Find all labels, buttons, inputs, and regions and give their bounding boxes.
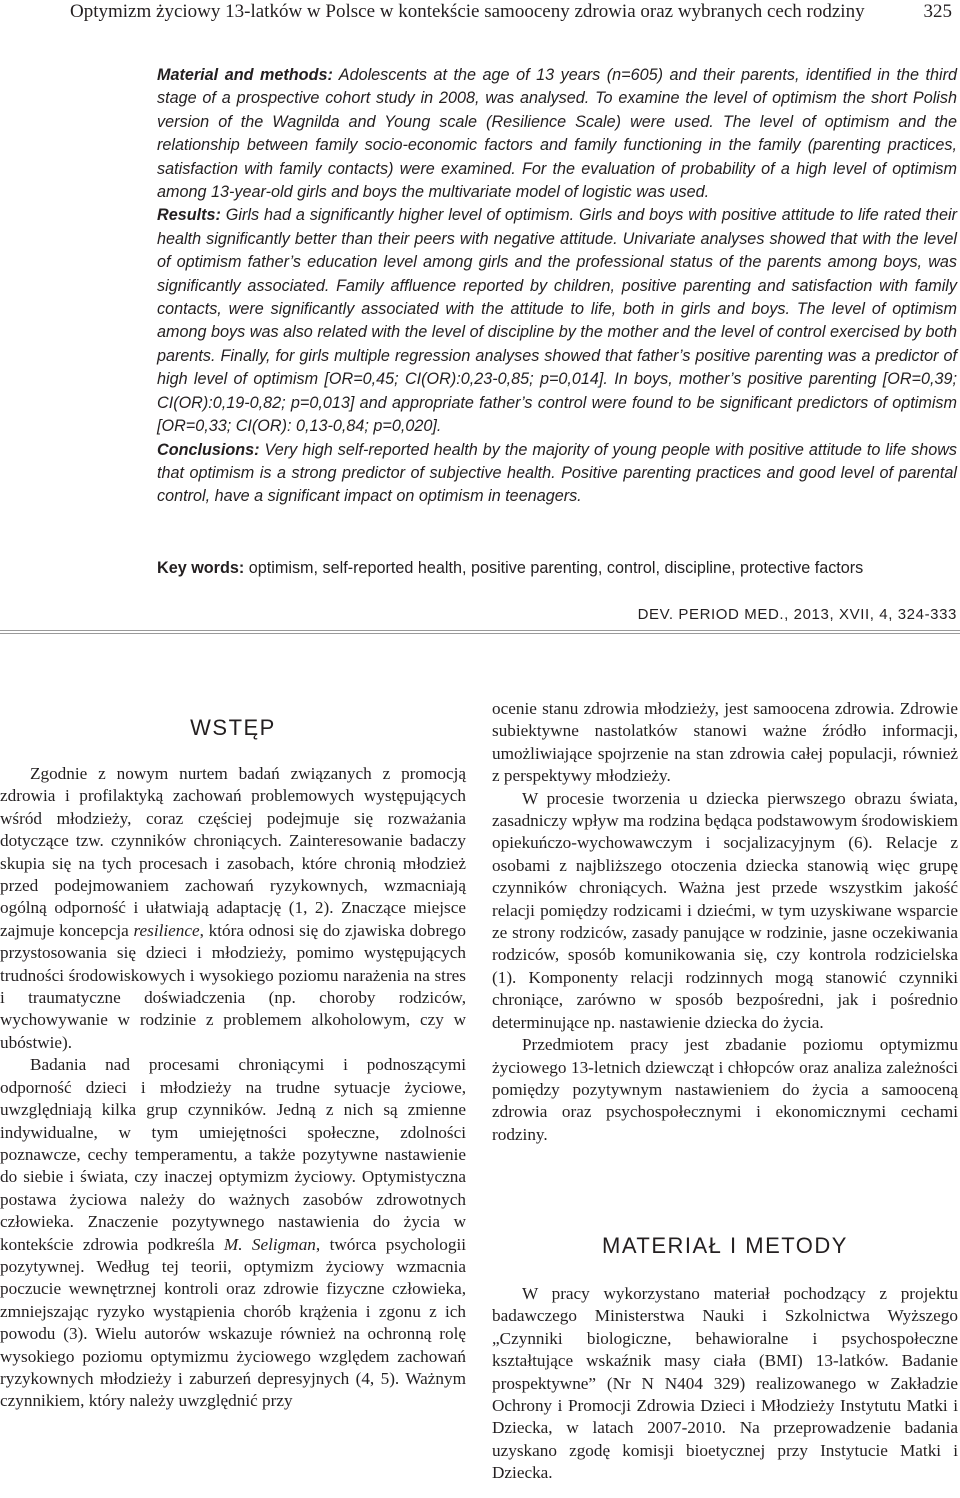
keywords-label: Key words: [157,559,245,577]
page-number: 325 [923,1,952,22]
italic-term: resilience [133,920,200,940]
section-heading-wstep: WSTĘP [190,715,276,740]
conclusions-text: Very high self-reported health by the majority of young people with positive attitude to life shows that optimism is a strong predictor of subjective health. Positive parenting practices and good level of parental control, have a significant impact on optimism in teenagers. [157,440,957,506]
conclusions-label: Conclusions: [157,440,260,459]
running-title: Optymizm życiowy 13-latków w Polsce w kontekście samooceny zdrowia oraz wybranych cech rodziny [70,1,865,22]
page-header [0,0,960,34]
body-paragraph: ocenie stanu zdrowia młodzieży, jest samoocena zdrowia. Zdrowie subiektywne nastolatków stanowi ważne źródło informacji, umożliwiające spojrzenie na stan zdrowia całej populacji, również z perspektywy młodzieży. [492,699,958,786]
body-paragraph [0,1054,466,1413]
body-paragraph: W pracy wykorzystano materiał pochodzący z projektu badawczego Ministerstwa Nauki i Szkolnictwa Wyższego „Czynniki biologiczne, behawioralne i psychospołeczne kształtujące wskaźnik masy ciała (BMI) 13-latków. Badanie prospektywne” (Nr N N404 329) realizowanego w Zakładzie Ochrony i Promocji Zdrowia Dzieci i Młodzieży Instytutu Matki i Dziecka, w latach 2007-2010. Na przeprowadzenie badania uzyskano zgodę komisji bioetycznej przy Instytucie Matki i Dziecka. [492,1284,958,1483]
abstract [157,64,957,509]
right-column [492,698,958,1146]
body-paragraph: Przedmiotem pracy jest zbadanie poziomu optymizmu życiowego 13-letnich dziewcząt i chłopców oraz analiza zależności pomiędzy pozytywnym nastawieniem do życia a samooceną zdrowia oraz psychospołecznymi i ekonomicznymi cechami rodziny. [492,1035,958,1144]
divider [0,630,960,634]
methods-label: Material and methods: [157,66,333,84]
citation: DEV. PERIOD MED., 2013, XVII, 4, 324‑333 [637,606,957,623]
results-text: Girls had a significantly higher level of optimism. Girls and boys with positive attitude to life rated their health significantly better than their peers with negative attitude. Univariate analyses showed that with the level of optimism father’s education level among girls and the professional status of the parents among boys, was significantly associated. Family affluence reported by children, positive parenting and satisfaction with family contacts, were significantly associated with the attitude to life, both in girls and boys. The level of optimism among boys was also related with the level of discipline by the mother and the level of control exercised by both parents. Finally, for girls multiple regression analyses showed that father’s positive parenting was a predictor of high level of optimism [OR=0,45; CI(OR):0,23-0,85; p=0,014]. In boys, mother’s positive parenting [OR=0,39; CI(OR):0,19-0,82; p=0,013] and appropriate father’s control were found to be significant predictors of optimism [OR=0,33; CI(OR): 0,13-0,84; p=0,020]. [157,206,957,436]
body-paragraph [0,763,466,1054]
keywords-text: optimism, self-reported health, positive parenting, control, discipline, protective factors [244,559,864,577]
paragraph-text: , twórca psychologii pozytywnej. Według tej teorii, optymizm życiowy wzmacnia poczucie wewnętrznej kontroli oraz zdrowie fizyczne człowieka, zmniejszając ryzyko wystąpienia chorób krążenia i zgonu z ich powodu (3). Wielu autorów wskazuje również na ochronną rolę wysokiego poziomu optymizmu życiowego względem zachowań ryzykownych młodzieży i zaburzeń depresyjnych (4, 5). Ważnym czynnikiem, który należy uwzględnić przy [0,1234,466,1411]
right-column-lower [492,1283,958,1485]
keywords [157,557,957,580]
abstract-paragraph [157,64,957,509]
results-label: Results: [157,206,221,225]
italic-term: M. Seligman [223,1234,316,1254]
section-heading-material: MATERIAŁ I METODY [602,1233,848,1258]
left-column [0,763,466,1413]
paragraph-text: Badania nad procesami chroniącymi i podnoszącymi odporność dzieci i młodzieży na trudne sytuacje życiowe, uwzględniają kilka grup czynników. Jedną z nich są zmienne indywidualne, w tym umiejętności społeczne, zdolności poznawcze, cechy temperamentu, a także pozytywne nastawienie do siebie i świata, czy inaczej optymizm życiowy. Optymistyczna postawa życiowa należy do ważnych zasobów zdrowotnych człowieka. Znaczenie pozytywnego nastawienia do życia w kontekście zdrowia podkreśla [0,1055,466,1254]
body-paragraph: W procesie tworzenia u dziecka pierwszego obrazu świata, zasadniczy wpływ ma rodzina będąca podstawowym środowiskiem opiekuńczo-wychowawczym i socjalizacyjnym (6). Relacje z osobami z najbliższego otoczenia dziecka stanowią więc grupę czynników chroniących. Ważna jest przede wszystkim jakość relacji pomiędzy rodzicami i dziećmi, w tym uzyskiwane wsparcie ze strony rodziców, zasady panujące w rodzinie, jasne oczekiwania rodziców, sposób komunikowania się, czy kontrola rodzicielska (1). Komponenty relacji rodzinnych mogą stanowić czynniki chroniące, zarówno w sposób bezpośredni, jak i pośrednio determinujące np. nastawienie dziecka do życia. [492,788,958,1032]
paragraph-text: Zgodnie z nowym nurtem badań związanych z promocją zdrowia i profilaktyką zachowań problemowych występujących wśród młodzieży, coraz częściej podejmuje się rozważania dotyczące tzw. czynników chroniących. Zainteresowanie badaczy skupia się na tych procesach i zasobach, które chronią młodzież przed podejmowaniem zachowań ryzykownych, wzmacniają ogólną odporność i ułatwiają adaptację (1, 2). Znaczące miejsce zajmuje koncepcja [0,764,466,940]
paragraph-text: , która odnosi się do zjawiska dobrego przystosowania się dzieci i młodzieży, pomimo występujących trudności środowiskowych i wysokiego poziomu narażenia na stres i traumatyczne doświadczenia (np. choroby rodziców, wychowywanie w rodzinie z problemem alkoholowym, czy w ubóstwie). [0,920,466,1052]
methods-text: Adolescents at the age of 13 years (n=605) and their parents, identified in the third stage of a prospective cohort study in 2008, was analysed. To examine the level of optimism the short Polish version of the Wagnilda and Young scale (Resilience Scale) were used. The level of optimism and the relationship between family socio-economic factors and family functioning in the family (parenting practices, satisfaction with family contacts) were examined. For the evaluation of probability of a high level of optimism among 13-year-old girls and boys the multivariate model of logistic was used. [157,66,957,202]
